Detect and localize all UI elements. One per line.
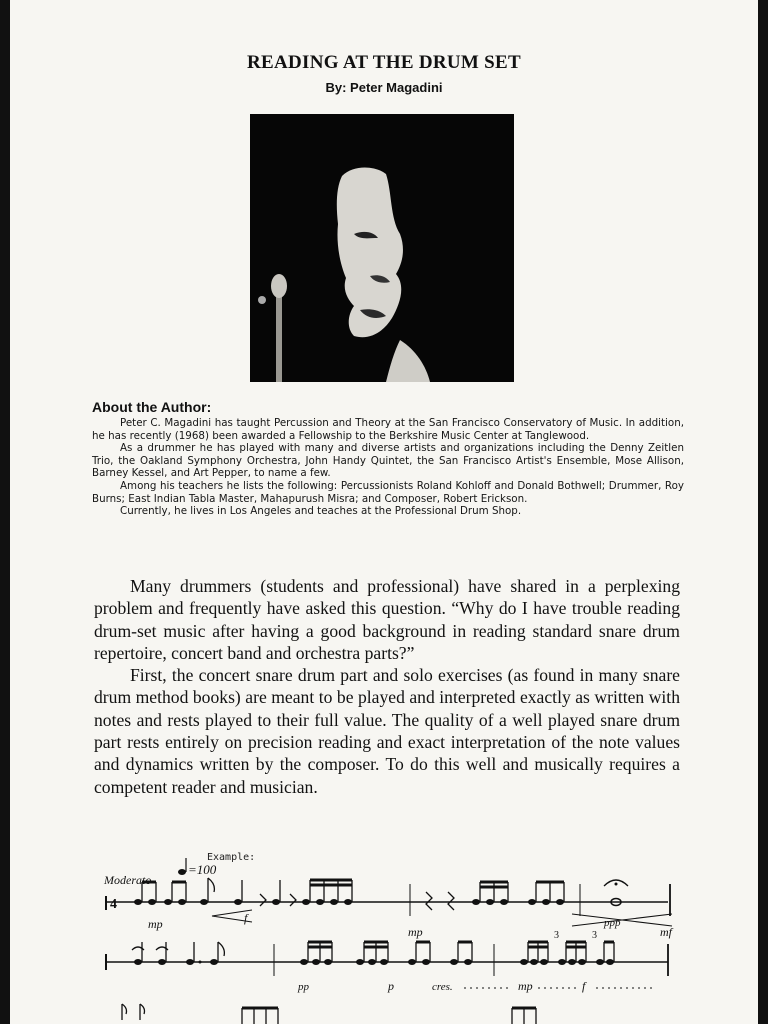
body-paragraph: Many drummers (students and professional) have shared in a perplexing problem and frequently have asked this question. “Why do I have trouble reading drum-set music after having a good background in reading standard snare drum repertoire, concert band and orchestra parts?” <box>94 576 680 663</box>
author-photo <box>250 114 514 382</box>
svg-text:4: 4 <box>110 897 117 912</box>
about-paragraph: Among his teachers he lists the following: Percussionists Roland Kohloff and Donald Bothwell; Drummer, Roy Burns; East Indian Tabla Master, Mahapurush Misra; and Composer, Robert Erickson. <box>92 479 684 505</box>
svg-text:3: 3 <box>554 930 559 941</box>
metronome-marking: =100 <box>188 862 217 877</box>
about-author-text <box>92 417 684 518</box>
dynamic-marking: mp <box>518 979 533 993</box>
dynamic-marking: ppp <box>604 917 621 929</box>
music-example <box>92 858 712 1024</box>
about-paragraph: As a drummer he has played with many and diverse artists and organizations including the Denny Zeitlen Trio, the Oakland Symphony Orchestra, John Handy Quintet, the San Francisco Artist's Ensemble, Mose Allison, Barney Kessel, and Art Pepper, to name a few. <box>92 442 684 480</box>
svg-text:3: 3 <box>592 930 597 941</box>
article-body <box>94 575 680 798</box>
tempo-marking: Moderato <box>104 873 152 887</box>
dynamic-marking: mp <box>148 917 163 931</box>
article-title: READING AT THE DRUM SET <box>246 52 521 73</box>
dynamic-marking: mf <box>660 925 672 939</box>
body-paragraph: First, the concert snare drum part and solo exercises (as found in many snare drum method books) are meant to be played and interpreted exactly as written with notes and rests played to their full value. The quality of a well played snare drum part rests entirely on precision reading and exact interpretation of the note values and dynamics written by the composer. To do this well and musically requires a competent reader and musician. <box>94 665 680 797</box>
dynamic-marking: mp <box>408 925 423 939</box>
dynamic-marking: f <box>582 979 586 993</box>
about-paragraph: Currently, he lives in Los Angeles and teaches at the Professional Drum Shop. <box>120 505 522 518</box>
dynamic-marking: pp <box>298 981 309 993</box>
snare-drum-notation <box>92 858 712 1024</box>
dynamic-marking: p <box>388 979 394 993</box>
article-byline: By: Peter Magadini <box>325 80 443 95</box>
author-portrait-image <box>250 114 514 382</box>
dynamic-marking: f <box>244 911 248 925</box>
about-author-heading: About the Author: <box>92 399 212 415</box>
document-page <box>10 0 758 1024</box>
example-label: Example: <box>207 852 256 863</box>
about-paragraph: Peter C. Magadini has taught Percussion and Theory at the San Francisco Conservatory of Music. In addition, he has recently (1968) been awarded a Fellowship to the Berkshire Music Center at Tanglewood. <box>92 417 684 442</box>
dynamic-marking: cres. <box>432 981 453 993</box>
